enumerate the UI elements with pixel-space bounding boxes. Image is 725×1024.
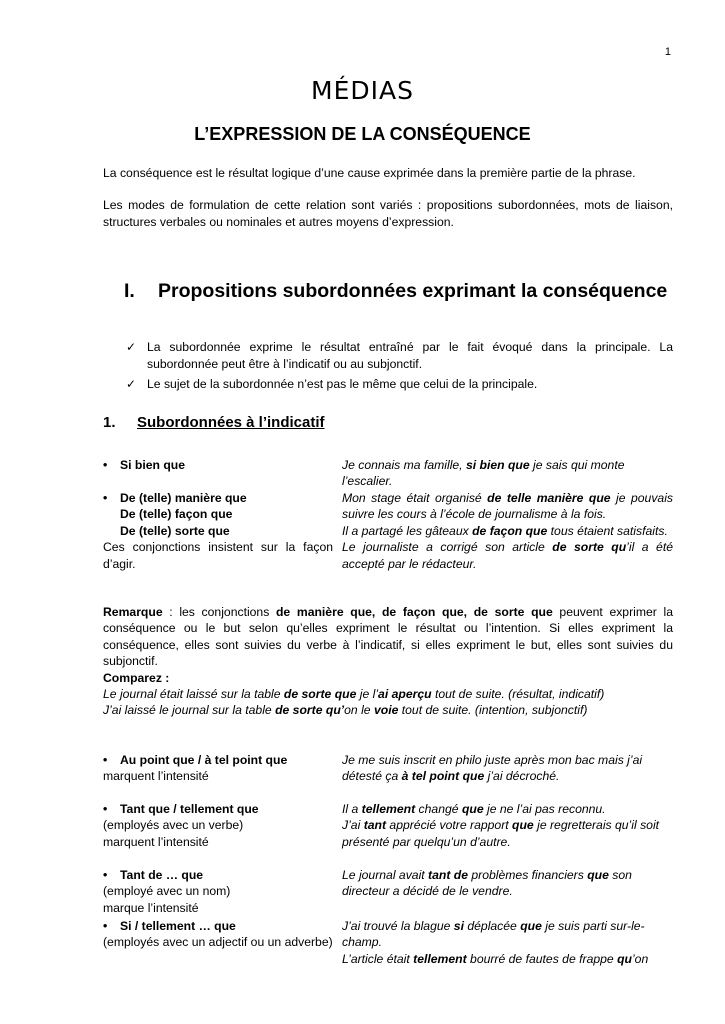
remark-compare-label: Comparez :	[103, 670, 170, 685]
example-block	[342, 867, 673, 900]
check-item	[126, 376, 673, 393]
conjunction-label: Si bien que	[120, 458, 186, 472]
remark-text: Remarque : les conjonctions de manière que, de façon que, de sorte que peuvent exprimer la conséquence ou le but selon qu’elles expriment le résultat ou l’intention. Si elles expriment la conséquence, elles sont suivies du verbe à l’indicatif, si elles expriment le but, elles sont suivies du subjonctif.	[103, 605, 673, 669]
bullet-icon: •	[103, 753, 108, 767]
conjunction-block-tant-de-que	[103, 867, 333, 916]
page-number: 1	[664, 46, 671, 58]
example-sentence: J’ai trouvé la blague si déplacée que je suis parti sur-le-champ.	[342, 919, 645, 950]
example-sentence: Il a tellement changé que je ne l’ai pas reconnu.	[342, 802, 606, 816]
example-sentence: Le journal avait tant de problèmes financiers que son directeur a décidé de le vendre.	[342, 868, 632, 899]
example-block	[342, 752, 673, 785]
conjunction-block-si-tellement-que	[103, 918, 333, 951]
bullet-icon: •	[103, 491, 108, 505]
example-sentence: J’ai tant apprécié votre rapport que je regretterais qu’il soit présenté par quelqu’un d’autre.	[342, 818, 660, 849]
conjunction-block-tant-que	[103, 801, 333, 850]
remark-block	[103, 604, 673, 719]
conjunction-note: marquent l’intensité	[103, 769, 209, 784]
conjunction-label: De (telle) façon que	[120, 507, 233, 522]
page-subtitle: L’EXPRESSION DE LA CONSÉQUENCE	[194, 124, 531, 144]
remark-example: J’ai laissé le journal sur la table de sorte qu’on le voie tout de suite. (intention, subjonctif)	[103, 703, 588, 718]
example-block	[342, 457, 673, 490]
example-sentence: Je me suis inscrit en philo juste après mon bac mais j’ai détesté ça à tel point que j’ai décroché.	[342, 753, 643, 784]
subsection-title: Subordonnées à l’indicatif	[137, 414, 325, 431]
section-heading	[124, 280, 667, 303]
conjunction-label: Au point que / à tel point que	[120, 753, 288, 767]
conjunction-note: (employés avec un adjectif ou un adverbe)	[103, 935, 333, 950]
intro-paragraph-1: La conséquence est le résultat logique d’une cause exprimée dans la première partie de la phrase.	[103, 166, 636, 180]
conjunction-label: Si / tellement … que	[120, 919, 236, 933]
section-title: Propositions subordonnées exprimant la conséquence	[158, 280, 668, 302]
page-title: MÉDIAS	[311, 76, 414, 105]
bullet-icon: •	[103, 458, 108, 472]
check-item-text: La subordonnée exprime le résultat entraîné par le fait évoqué dans la principale. La subordonnée peut être à l’indicatif ou au subjonctif.	[147, 340, 673, 371]
example-sentence: Je connais ma famille, si bien que je sais qui monte l’escalier.	[342, 458, 625, 489]
conjunction-block-si-bien-que	[103, 457, 333, 473]
subsection-number: 1.	[103, 414, 116, 431]
conjunction-label: De (telle) manière que	[120, 491, 247, 505]
conjunction-block-maniere	[103, 490, 333, 572]
conjunction-label: Tant que / tellement que	[120, 802, 259, 816]
checkmark-icon: ✓	[126, 340, 137, 354]
conjunction-label: De (telle) sorte que	[120, 523, 230, 538]
check-item	[126, 339, 673, 373]
checkmark-icon: ✓	[126, 377, 137, 391]
example-block	[342, 490, 673, 572]
example-block	[342, 801, 673, 850]
conjunction-block-au-point-que	[103, 752, 333, 785]
conjunction-note: marquent l’intensité	[103, 834, 209, 849]
bullet-icon: •	[103, 868, 108, 882]
conjunction-note: Ces conjonctions insistent sur la façon d’agir.	[103, 540, 333, 571]
example-sentence: Il a partagé les gâteaux de façon que tous étaient satisfaits.	[342, 523, 668, 538]
intro-paragraph-2: Les modes de formulation de cette relation sont variés : propositions subordonnées, mots de liaison, structures verbales ou nominales et autres moyens d’expression.	[103, 198, 673, 229]
section-number: I.	[124, 280, 135, 302]
check-item-text: Le sujet de la subordonnée n’est pas le même que celui de la principale.	[147, 377, 538, 391]
conjunction-note: (employé avec un nom)	[103, 884, 231, 899]
conjunction-note: marque l’intensité	[103, 900, 199, 915]
conjunction-note: (employés avec un verbe)	[103, 818, 244, 833]
example-sentence: Mon stage était organisé de telle manière que je pouvais suivre les cours à l’école de journalisme à la fois.	[342, 491, 674, 522]
example-block	[342, 918, 673, 967]
bullet-icon: •	[103, 802, 108, 816]
remark-example: Le journal était laissé sur la table de sorte que je l’ai aperçu tout de suite. (résultat, indicatif)	[103, 687, 605, 702]
example-sentence: L’article était tellement bourré de fautes de frappe qu’on	[342, 951, 649, 966]
conjunction-label: Tant de … que	[120, 868, 204, 882]
example-sentence: Le journaliste a corrigé son article de sorte qu’il a été accepté par le rédacteur.	[342, 540, 673, 571]
subsection-heading	[103, 414, 325, 431]
bullet-icon: •	[103, 919, 108, 933]
